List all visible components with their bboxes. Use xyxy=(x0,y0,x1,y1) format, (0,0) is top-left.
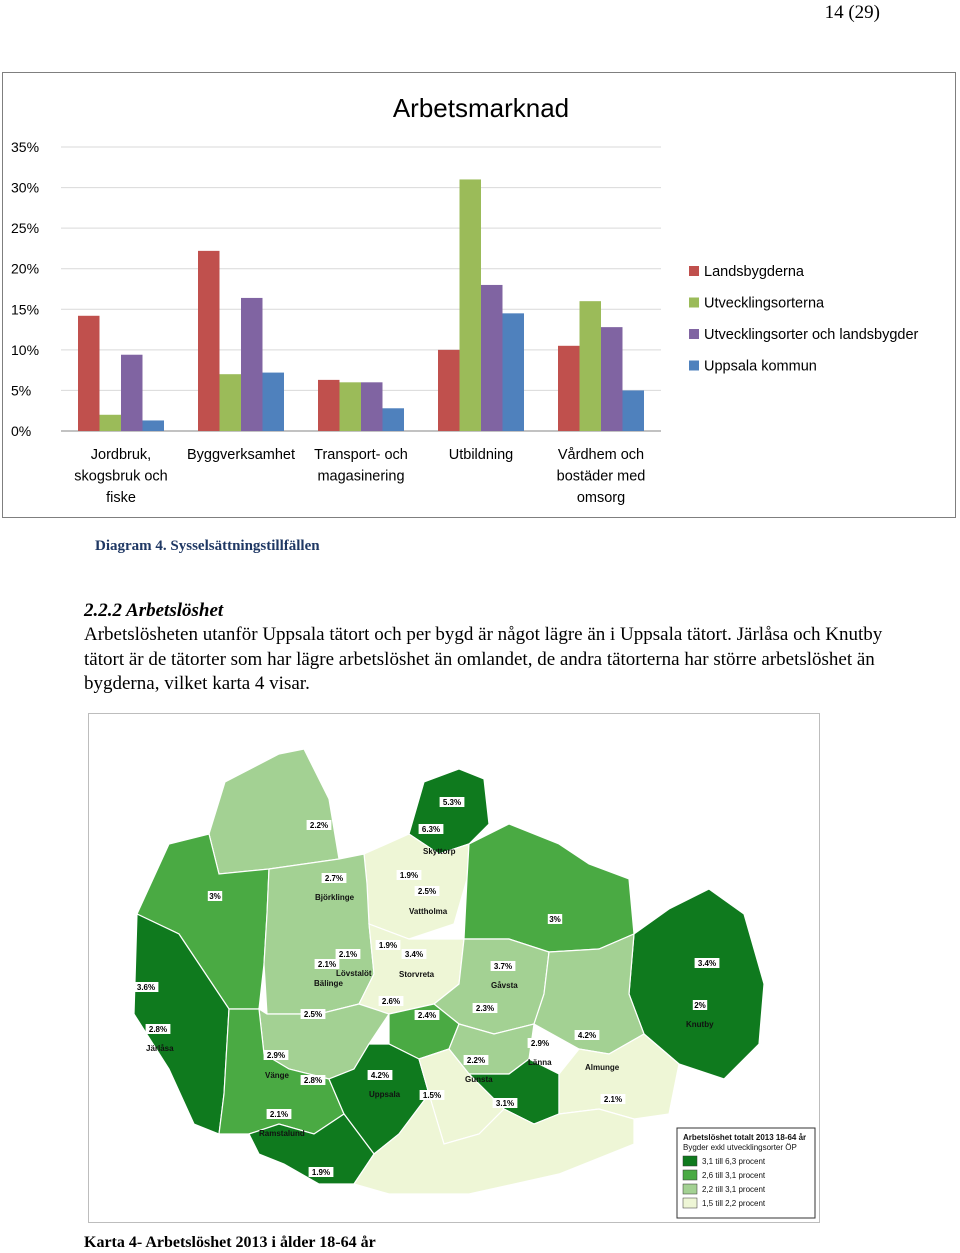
legend-label: Uppsala kommun xyxy=(704,358,817,375)
x-category-label: Jordbruk, xyxy=(90,447,152,463)
value-text: 4.2% xyxy=(370,1071,390,1080)
bar xyxy=(318,380,340,431)
x-category-label: omsorg xyxy=(576,490,626,506)
value-text: 2.5% xyxy=(303,1010,323,1019)
value-label-gunsta xyxy=(464,1055,489,1065)
y-tick-label: 20% xyxy=(11,260,40,277)
x-category-label: skogsbruk och xyxy=(74,468,168,485)
place-bjorklinge: Björklinge xyxy=(315,893,355,902)
legend-swatch xyxy=(689,361,699,371)
place-vattholma: Vattholma xyxy=(409,907,448,916)
y-tick-label: 10% xyxy=(11,341,40,358)
bar xyxy=(503,313,525,431)
place-gavsta: Gåvsta xyxy=(491,981,518,990)
value-text: 2.8% xyxy=(148,1025,168,1034)
x-category-label: bostäder med xyxy=(556,468,646,485)
place-knutby: Knutby xyxy=(686,1020,714,1029)
value-label-east-far xyxy=(695,958,720,968)
value-text: 5.3% xyxy=(442,798,462,807)
bar xyxy=(580,301,602,431)
place-ramstalund: Ramstalund xyxy=(259,1129,305,1138)
value-label-north-light xyxy=(307,820,332,830)
value-label-lanna xyxy=(528,1038,553,1048)
value-label-vattholma xyxy=(415,886,440,896)
place-storvreta: Storvreta xyxy=(399,970,435,979)
value-text: 2.6% xyxy=(381,997,401,1006)
value-text: 4.2% xyxy=(577,1031,597,1040)
value-label-bjorklinge xyxy=(322,873,347,883)
value-text: 1.9% xyxy=(311,1168,331,1177)
value-text: 3.7% xyxy=(493,962,513,971)
legend-title: Arbetslöshet totalt 2013 18-64 år xyxy=(683,1133,807,1142)
bar xyxy=(78,316,100,431)
chart-frame xyxy=(2,72,956,518)
legend-label: Landsbygderna xyxy=(704,264,804,280)
diagram-caption: Diagram 4. Sysselsättningstillfällen xyxy=(95,538,320,554)
value-label-se-south xyxy=(493,1098,518,1108)
value-text: 1.9% xyxy=(399,871,419,880)
legend-swatch-3 xyxy=(683,1184,697,1194)
bar xyxy=(340,382,362,431)
value-label-gavsta-s xyxy=(473,1003,498,1013)
value-label-gavsta xyxy=(491,961,516,971)
x-category-label: Utbildning xyxy=(448,447,514,463)
y-tick-label: 5% xyxy=(11,382,32,399)
map-legend xyxy=(677,1128,815,1218)
value-label-west-far xyxy=(134,982,159,992)
page-number: 14 (29) xyxy=(824,2,880,23)
value-label-skyttorp xyxy=(419,824,444,834)
value-label-lovstalot xyxy=(336,949,361,959)
value-text: 2.7% xyxy=(324,874,344,883)
value-text: 2.1% xyxy=(269,1110,289,1119)
value-text: 2.8% xyxy=(303,1076,323,1085)
place-balinge: Bälinge xyxy=(314,979,343,988)
value-text: 2.1% xyxy=(338,950,358,959)
value-label-south xyxy=(309,1167,334,1177)
legend-label: Utvecklingsorter och landsbygder xyxy=(704,327,919,343)
place-lanna: Länna xyxy=(528,1058,552,1067)
place-vange: Vänge xyxy=(265,1071,290,1080)
bar xyxy=(623,390,645,431)
x-category-label: Byggverksamhet xyxy=(187,447,295,463)
value-label-s xyxy=(420,1090,445,1100)
value-label-uppsala xyxy=(368,1070,393,1080)
value-label-se xyxy=(601,1094,626,1104)
value-label-north-top xyxy=(440,797,465,807)
place-gunsta: Gunsta xyxy=(465,1075,493,1084)
value-text: 2.2% xyxy=(309,821,329,830)
bar xyxy=(460,179,482,431)
value-text: 3.1% xyxy=(495,1099,515,1108)
section-paragraph: Arbetslösheten utanför Uppsala tätort och per bygd är något lägre än i Uppsala tätort. Järlåsa och Knutby tätort är de tätorter som har lägre arbetslöshet än omlandet, de andra tätorterna har större arbetslöshet än bygderna, vilket karta 4 visar. xyxy=(84,624,883,694)
value-label-ramstalund xyxy=(267,1109,292,1119)
value-text: 3% xyxy=(549,915,561,924)
legend-swatch xyxy=(689,298,699,308)
bar xyxy=(361,382,383,431)
map-region-north-light xyxy=(209,749,339,874)
value-label-center-small xyxy=(379,996,404,1006)
legend-swatch xyxy=(689,329,699,339)
legend-item-3: 2,2 till 3,1 procent xyxy=(702,1185,766,1194)
value-text: 2.9% xyxy=(266,1051,286,1060)
value-text: 2.1% xyxy=(603,1095,623,1104)
legend-label: Utvecklingsorterna xyxy=(704,295,825,312)
value-label-center-s2 xyxy=(415,1010,440,1020)
y-tick-label: 35% xyxy=(11,139,40,155)
map-region-bjorklinge xyxy=(264,854,374,1014)
bar xyxy=(558,346,580,431)
legend-swatch-4 xyxy=(683,1198,697,1208)
value-label-storvreta xyxy=(402,949,427,959)
x-category-label: magasinering xyxy=(317,468,405,485)
value-text: 1.9% xyxy=(378,941,398,950)
place-jarlasa: Järlåsa xyxy=(146,1044,174,1053)
x-category-label: Vårdhem och xyxy=(557,447,645,463)
value-text: 2.4% xyxy=(417,1011,437,1020)
legend-swatch-1 xyxy=(683,1156,697,1166)
bar-chart xyxy=(3,73,957,519)
bar xyxy=(481,285,503,431)
value-text: 2.3% xyxy=(475,1004,495,1013)
chart-title: Arbetsmarknad xyxy=(392,93,570,123)
value-label-knutby xyxy=(693,1000,707,1010)
place-skyttorp: Skyttorp xyxy=(423,847,456,856)
place-lovstalot: Lövstalöt xyxy=(336,969,372,978)
section-heading: 2.2.2 Arbetslöshet xyxy=(84,600,224,621)
value-label-jarlasa xyxy=(146,1024,171,1034)
legend-subtitle: Bygder exkl utvecklingsorter ÖP xyxy=(683,1143,797,1152)
value-label-mid-west xyxy=(301,1009,326,1019)
bar xyxy=(121,355,143,431)
value-label-sw xyxy=(301,1075,326,1085)
value-text: 2.9% xyxy=(530,1039,550,1048)
map-region-east-upper xyxy=(464,824,634,952)
unemployment-map xyxy=(89,714,819,1222)
bar xyxy=(241,298,263,431)
y-tick-label: 0% xyxy=(11,423,32,439)
bar xyxy=(263,373,285,431)
bar xyxy=(601,327,623,431)
value-label-center xyxy=(376,940,401,950)
bar xyxy=(198,251,220,431)
value-label-vange xyxy=(264,1050,289,1060)
bar xyxy=(100,415,122,431)
bar xyxy=(220,374,242,431)
value-text: 2.2% xyxy=(466,1056,486,1065)
value-label-almunge xyxy=(575,1030,600,1040)
value-text: 6.3% xyxy=(421,825,441,834)
map-frame xyxy=(88,713,820,1223)
value-text: 2% xyxy=(694,1001,706,1010)
place-uppsala: Uppsala xyxy=(369,1090,401,1099)
value-text: 2.5% xyxy=(417,887,437,896)
value-text: 3.4% xyxy=(404,950,424,959)
value-text: 3% xyxy=(209,892,221,901)
map-caption: Karta 4- Arbetslöshet 2013 i ålder 18-64 år xyxy=(84,1234,376,1251)
bar xyxy=(143,420,165,431)
value-text: 2.1% xyxy=(317,960,337,969)
legend-swatch-2 xyxy=(683,1170,697,1180)
legend-swatch xyxy=(689,266,699,276)
place-almunge: Almunge xyxy=(585,1063,620,1072)
value-text: 1.5% xyxy=(422,1091,442,1100)
value-text: 3.4% xyxy=(697,959,717,968)
legend-item-2: 2,6 till 3,1 procent xyxy=(702,1171,766,1180)
y-tick-label: 30% xyxy=(11,179,40,196)
y-tick-label: 25% xyxy=(11,220,40,237)
legend-item-1: 3,1 till 6,3 procent xyxy=(702,1157,766,1166)
bar xyxy=(438,350,460,431)
bar xyxy=(383,408,405,431)
value-label-west-upper xyxy=(208,891,222,901)
legend-item-4: 1,5 till 2,2 procent xyxy=(702,1199,766,1208)
value-text: 3.6% xyxy=(136,983,156,992)
y-tick-label: 15% xyxy=(11,301,40,318)
value-label-east-upper xyxy=(548,914,562,924)
x-category-label: Transport- och xyxy=(314,447,408,463)
x-category-label: fiske xyxy=(106,490,136,506)
value-label-balinge xyxy=(315,959,340,969)
value-label-vattholma-top xyxy=(397,870,422,880)
